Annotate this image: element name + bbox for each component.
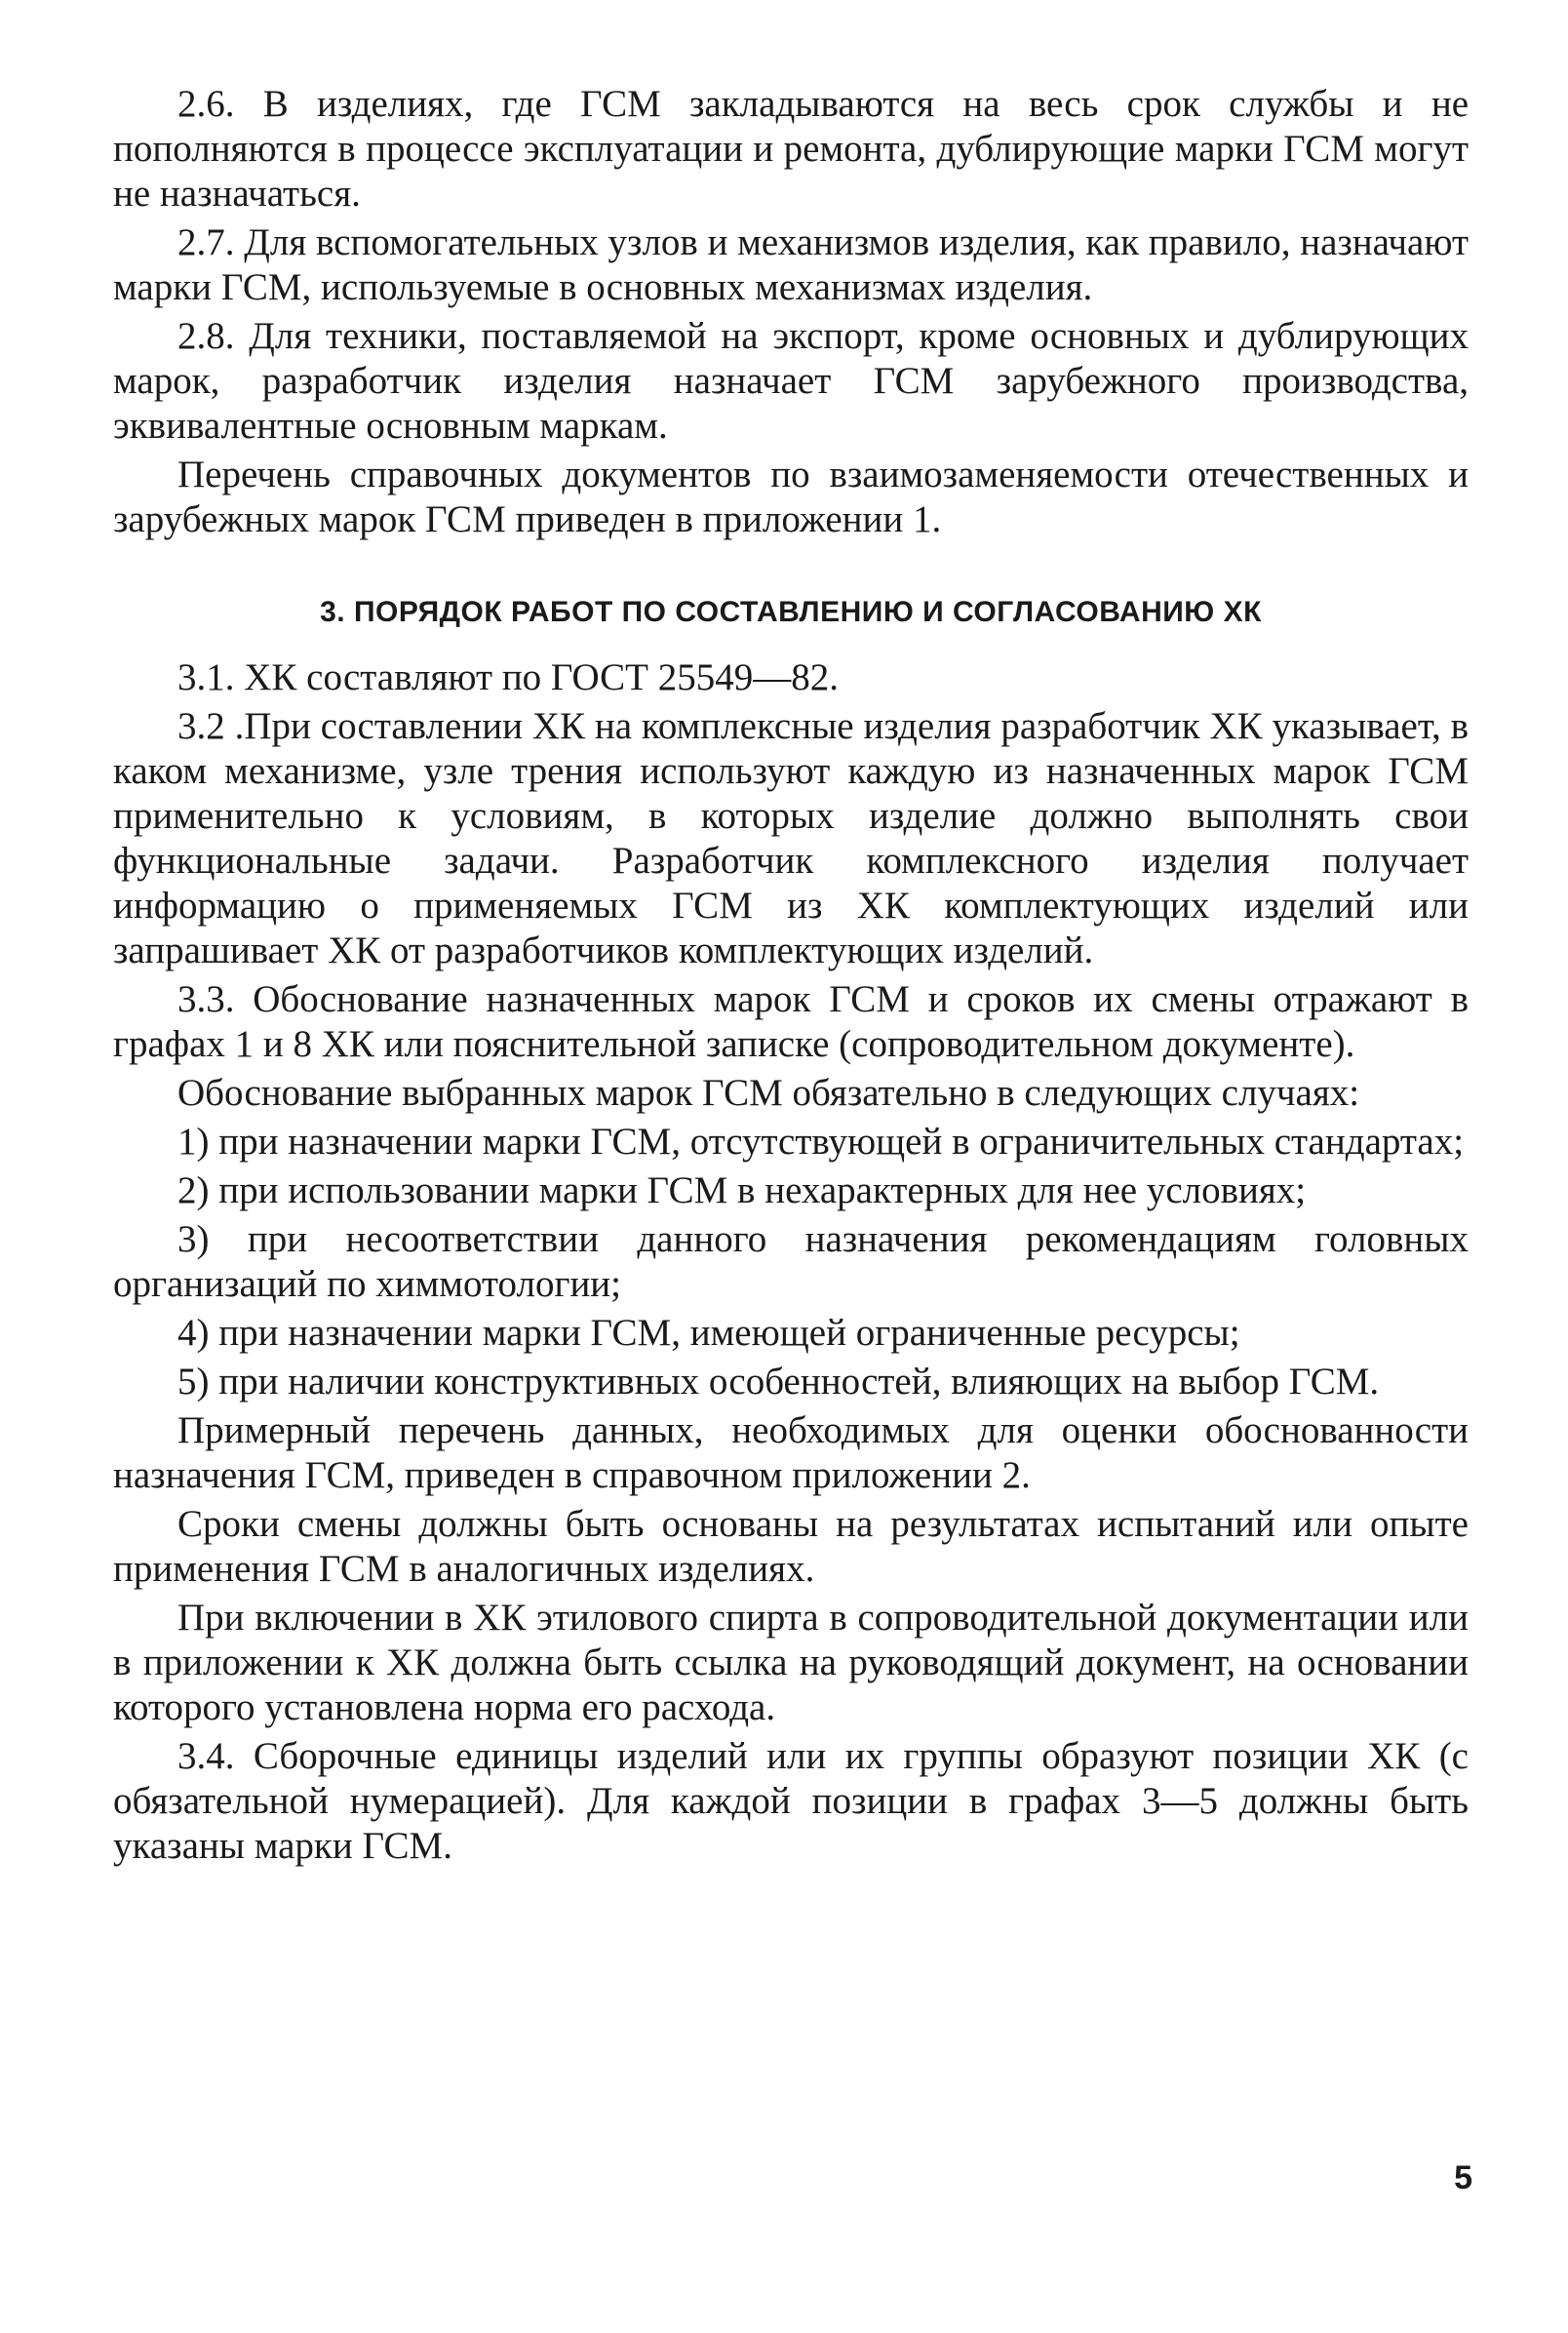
paragraph-ethyl-alcohol: При включении в ХК этилового спирта в сопроводительной документации или в приложении к ХК должна быть ссылка на руководящий документ, на основании которого установлена норма его расхода.: [113, 1597, 1469, 1728]
paragraph-reference-list: Перечень справочных документов по взаимозаменяемости отечественных и зарубежных марок ГСМ приведен в приложении 1.: [113, 454, 1469, 540]
paragraph-3-4: 3.4. Сборочные единицы изделий или их группы образуют позиции ХК (с обязательной нумерацией). Для каждой позиции в графах 3—5 должны быть указаны марки ГСМ.: [113, 1735, 1469, 1867]
list-item-case-1: 1) при назначении марки ГСМ, отсутствующей в ограничительных стандартах;: [177, 1121, 1465, 1163]
page-number: 5: [1454, 2159, 1472, 2196]
paragraph-3-1: 3.1. ХК составляют по ГОСТ 25549—82.: [177, 656, 839, 698]
paragraph-justification: Обоснование выбранных марок ГСМ обязательно в следующих случаях:: [177, 1072, 1360, 1114]
document-page: [113, 82, 1469, 1873]
paragraph-3-3: 3.3. Обоснование назначенных марок ГСМ и сроков их смены отражают в графах 1 и 8 ХК или пояснительной записке (сопроводительном документе).: [113, 978, 1469, 1065]
list-item-case-3: 3) при несоответствии данного назначения рекомендациям головных организаций по химмотологии;: [113, 1218, 1469, 1305]
paragraph-sample-list: Примерный перечень данных, необходимых для оценки обоснованности назначения ГСМ, приведен в справочном приложении 2.: [113, 1409, 1469, 1496]
list-item-case-5: 5) при наличии конструктивных особенностей, влияющих на выбор ГСМ.: [177, 1361, 1380, 1403]
list-item-case-4: 4) при назначении марки ГСМ, имеющей ограниченные ресурсы;: [177, 1312, 1240, 1354]
paragraph-3-2: 3.2 .При составлении ХК на комплексные изделия разработчик ХК указывает, в каком механизме, узле трения используют каждую из назначенных марок ГСМ применительно к условиям, в которых изделие должно выполнять свои функциональные задачи. Разработчик комплексного изделия получает информацию о применяемых ГСМ из ХК комплектующих изделий или запрашивает ХК от разработчиков комплектующих изделий.: [113, 705, 1469, 971]
paragraph-2-8: 2.8. Для техники, поставляемой на экспорт, кроме основных и дублирующих марок, разработчик изделия назначает ГСМ зарубежного производства, эквивалентные основным маркам.: [113, 315, 1469, 447]
paragraph-change-terms: Сроки смены должны быть основаны на результатах испытаний или опыте применения ГСМ в аналогичных изделиях.: [113, 1503, 1469, 1590]
list-item-case-2: 2) при использовании марки ГСМ в нехарактерных для нее условиях;: [177, 1169, 1307, 1211]
paragraph-2-6: 2.6. В изделиях, где ГСМ закладываются на весь срок службы и не пополняются в процессе эксплуатации и ремонта, дублирующие марки ГСМ могут не назначаться.: [113, 83, 1469, 215]
paragraph-2-7: 2.7. Для вспомогательных узлов и механизмов изделия, как правило, назначают марки ГСМ, используемые в основных механизмах изделия.: [113, 221, 1469, 308]
section-heading: 3. ПОРЯДОК РАБОТ ПО СОСТАВЛЕНИЮ И СОГЛАСОВАНИЮ ХК: [320, 596, 1262, 628]
